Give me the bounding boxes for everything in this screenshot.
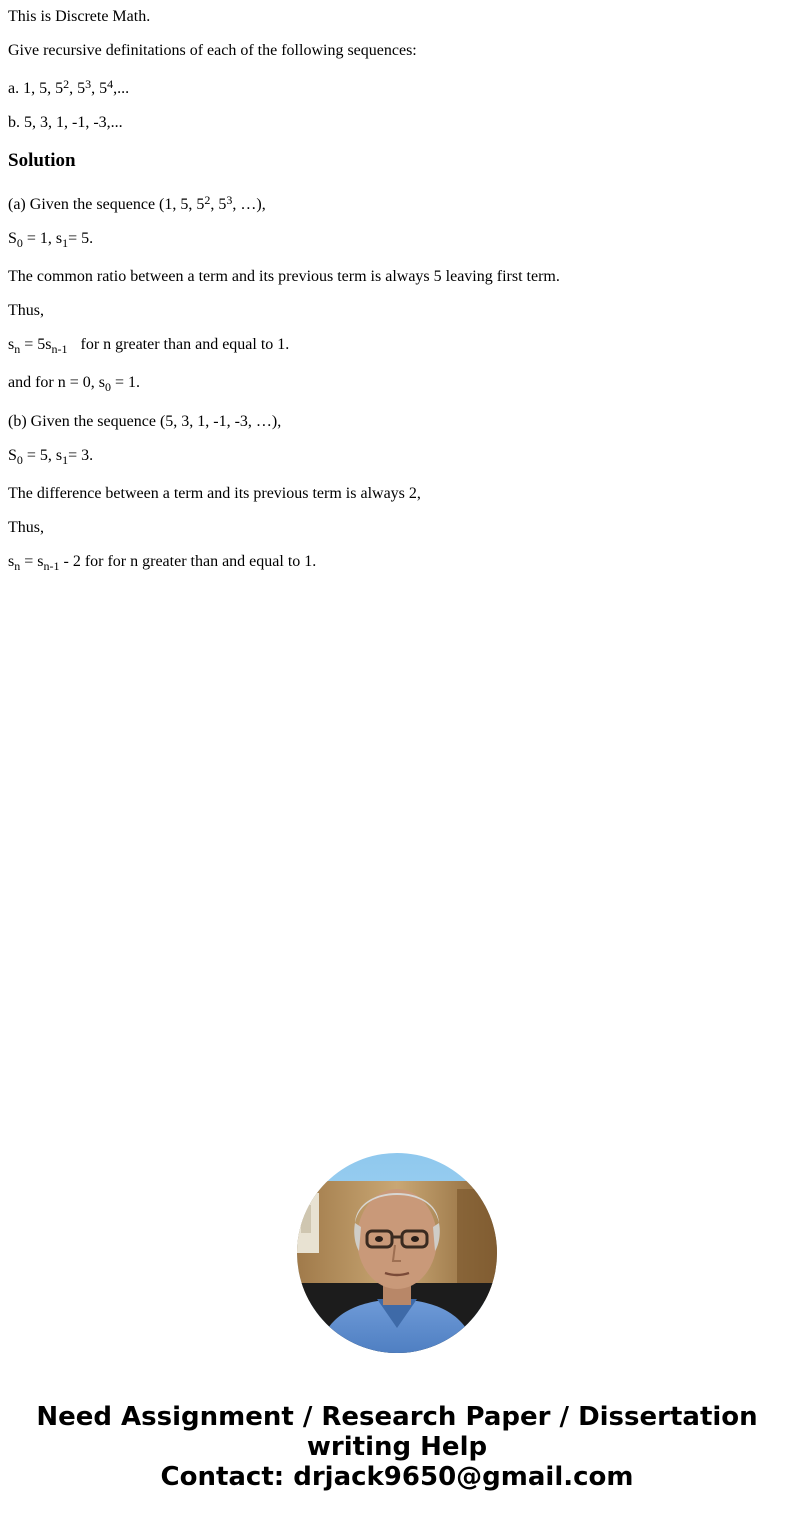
solution-b-formula [8, 553, 316, 571]
solution-a-given-text: , …), [232, 196, 266, 213]
initial-text: = 5, s [22, 447, 63, 464]
solution-a-thus: Thus, [8, 302, 44, 319]
solution-a-ratio: The common ratio between a term and its previous term is always 5 leaving first term. [8, 268, 560, 285]
footer-banner [0, 1402, 794, 1492]
intro-text: This is Discrete Math. [8, 8, 151, 25]
person-photo-icon [297, 1153, 497, 1353]
symbol-s: s [8, 553, 15, 570]
part-a-exponent: 2 [63, 77, 70, 91]
solution-b-given: (b) Given the sequence (5, 3, 1, -1, -3, …), [8, 413, 282, 430]
solution-heading: Solution [8, 150, 76, 171]
avatar-illustration [297, 1153, 497, 1353]
question-part-a [8, 77, 130, 98]
subscript: 0 [16, 453, 23, 467]
solution-a-exponent: 3 [226, 193, 233, 207]
base-text: = 1. [111, 374, 141, 391]
solution-b-initial [8, 447, 93, 465]
symbol-s: S [8, 447, 17, 464]
initial-text: = 1, s [22, 230, 63, 247]
subscript: 0 [16, 236, 23, 250]
question-prompt: Give recursive definitations of each of the following sequences: [8, 42, 417, 59]
solution-a-initial [8, 230, 93, 248]
subscript: n [14, 559, 21, 573]
part-a-text: , 5 [69, 80, 86, 97]
formula-condition: for n greater than and equal to 1. [80, 336, 290, 353]
subscript: 0 [105, 380, 112, 394]
solution-a-given-text: , 5 [210, 196, 227, 213]
symbol-s: s [8, 336, 15, 353]
footer-line: writing Help [306, 1432, 488, 1462]
subscript: n-1 [51, 342, 68, 356]
part-a-text: , 5 [91, 80, 108, 97]
footer-contact: Contact: drjack9650@gmail.com [160, 1462, 634, 1492]
formula-text: = s [20, 553, 44, 570]
subscript: n [14, 342, 21, 356]
initial-text: = 5. [68, 230, 94, 247]
formula-condition: - 2 for for n greater than and equal to 1. [59, 553, 317, 570]
part-a-text: a. 1, 5, 5 [8, 80, 64, 97]
subscript: 1 [62, 236, 69, 250]
solution-b-difference: The difference between a term and its previous term is always 2, [8, 485, 421, 502]
part-a-text: ,... [113, 80, 130, 97]
initial-text: = 3. [68, 447, 94, 464]
part-a-exponent: 4 [107, 77, 114, 91]
solution-a-base-case [8, 374, 140, 392]
question-part-b: b. 5, 3, 1, -1, -3,... [8, 114, 123, 131]
solution-a-exponent: 2 [204, 193, 211, 207]
formula-text: = 5s [20, 336, 52, 353]
base-text: and for n = 0, s [8, 374, 106, 391]
solution-b-thus: Thus, [8, 519, 44, 536]
footer-line: Need Assignment / Research Paper / Dissertation [36, 1402, 758, 1432]
solution-a-formula [8, 336, 289, 354]
subscript: n-1 [43, 559, 60, 573]
subscript: 1 [62, 453, 69, 467]
part-a-exponent: 3 [85, 77, 92, 91]
solution-a-given [8, 193, 266, 214]
symbol-s: S [8, 230, 17, 247]
solution-a-given-text: (a) Given the sequence (1, 5, 5 [8, 196, 205, 213]
